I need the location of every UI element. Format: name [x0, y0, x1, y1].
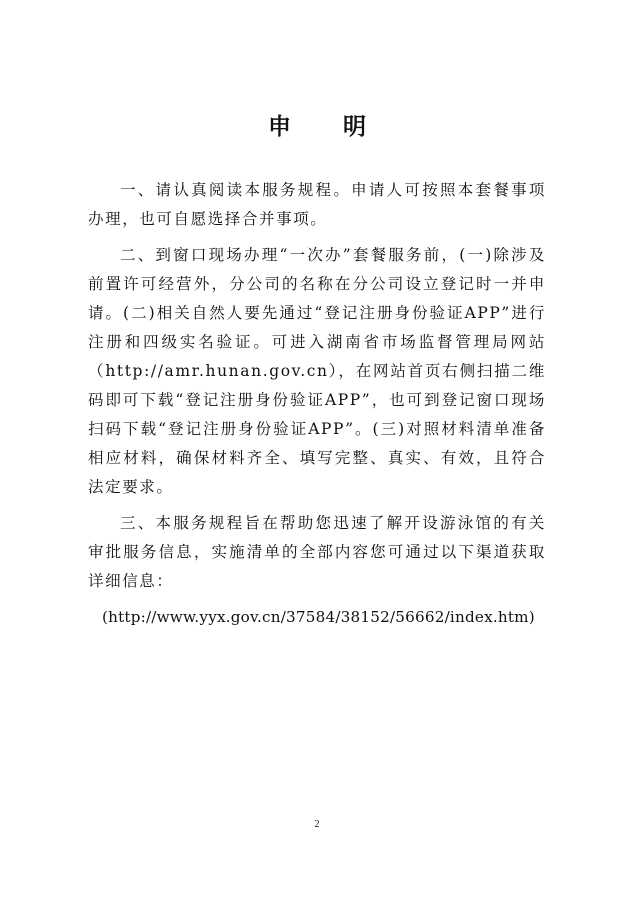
source-url: (http://www.yyx.gov.cn/37584/38152/56662/index.htm): [102, 608, 535, 626]
paragraph-3: 三、本服务规程旨在帮助您迅速了解开设游泳馆的有关审批服务信息，实施清单的全部内容您可通过以下渠道获取详细信息：: [88, 514, 546, 590]
document-body: [88, 176, 546, 632]
page-number: 2: [314, 819, 320, 830]
paragraph-2: 二、到窗口现场办理“一次办”套餐服务前，(一)除涉及前置许可经营外，分公司的名称在分公司设立登记时一并申请。(二)相关自然人要先通过“登记注册身份验证APP”进行注册和四级实名验证。可进入湖南省市场监督管理局网站（http://amr.hunan.gov.cn），在网站首页右侧扫描二维码即可下载“登记注册身份验证APP”，也可到登记窗口现场扫码下载“登记注册身份验证APP”。(三)对照材料清单准备相应材料，确保材料齐全、填写完整、真实、有效，且符合法定要求。: [88, 246, 546, 496]
document-title: 申 明: [267, 113, 388, 140]
paragraph-1: 一、请认真阅读本服务规程。申请人可按照本套餐事项办理，也可自愿选择合并事项。: [88, 181, 546, 228]
